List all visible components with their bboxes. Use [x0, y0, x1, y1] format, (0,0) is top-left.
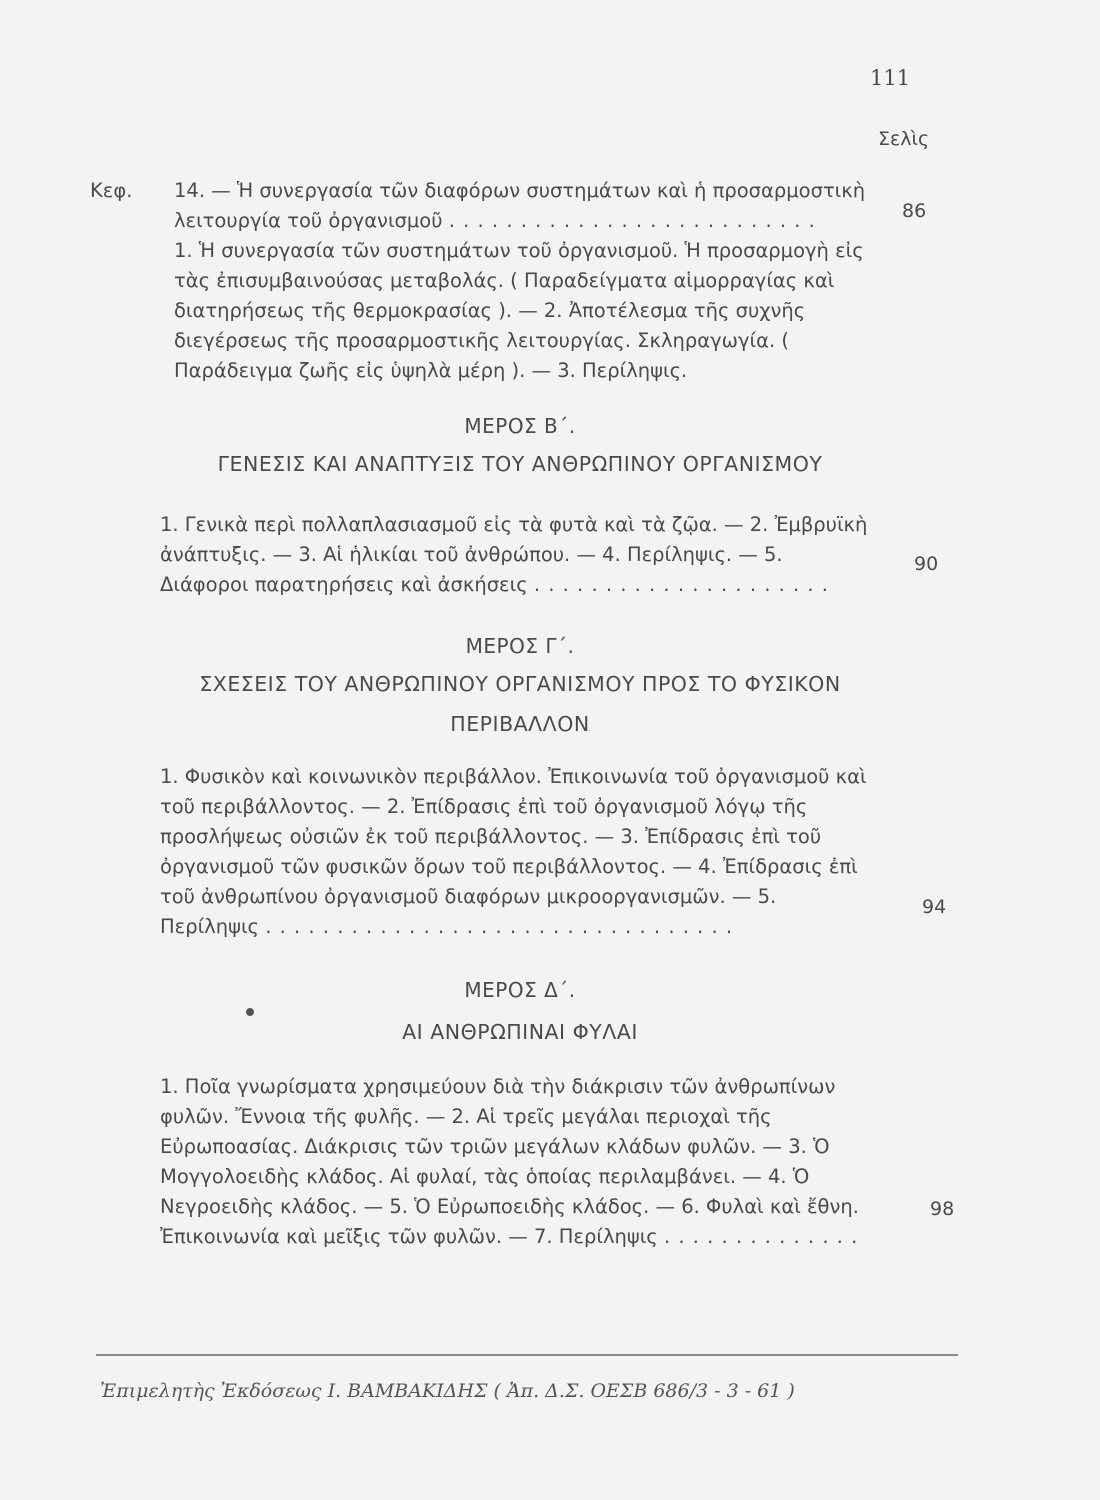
leader-dots: . . . . . . . . . . . . . . . . . . . . . . . . . .: [448, 209, 816, 232]
part-d-page: 98: [930, 1198, 955, 1220]
page-number: 111: [870, 66, 911, 90]
chapter-label: Κεφ.: [90, 179, 133, 202]
part-d-body: [160, 1072, 876, 1252]
part-d-body-text: 1. Ποῖα γνωρίσματα χρησιμεύουν διὰ τὴν διάκρισιν τῶν ἀνθρωπίνων φυλῶν. Ἔννοια τῆς φυλῆς. — 2. Αἱ τρεῖς μεγάλαι περιοχαὶ τῆς Εὐρωποασίας. Διάκρισις τῶν τριῶν μεγάλων κλάδων φυλῶν. — 3. Ὁ Μογγολοειδὴς κλάδος. Αἱ φυλαί, τὰς ὁποίας περιλαμβάνει. — 4. Ὁ Νεγροειδὴς κλάδος. — 5. Ὁ Εὐρωποειδὴς κλάδος. — 6. Φυλαὶ καὶ ἔθνη. Ἐπικοινωνία καὶ μεῖξις τῶν φυλῶν. — 7. Περίληψις: [160, 1075, 859, 1248]
part-c-heading: ΜΕΡΟΣ Γ΄.: [465, 634, 575, 658]
part-b-heading: ΜΕΡΟΣ Β΄.: [464, 414, 576, 438]
footer-rule: [96, 1354, 958, 1356]
part-d-title: ΑΙ ΑΝΘΡΩΠΙΝΑΙ ΦΥΛΑΙ: [402, 1020, 638, 1044]
pages-column-header: Σελὶς: [878, 128, 930, 150]
chapter-14-title: [174, 176, 880, 236]
leader-dots: . . . . . . . . . . . . . .: [663, 1225, 859, 1248]
chapter-14-body: 1. Ἡ συνεργασία τῶν συστημάτων τοῦ ὀργανισμοῦ. Ἡ προσαρμογὴ εἰς τὰς ἐπισυμβαινούσας μεταβολάς. ( Παραδείγματα αἱμορραγίας καὶ διατηρήσεως τῆς θερμοκρασίας ). — 2. Ἀποτέλεσμα τῆς συχνῆς διεγέρσεως τῆς προσαρμοστικῆς λειτουργίας. Σκληραγωγία. ( Παράδειγμα ζωῆς εἰς ὑψηλὰ μέρη ). — 3. Περίληψις.: [174, 239, 864, 382]
part-c-page: 94: [922, 896, 947, 918]
footer-imprint: Ἐπιμελητὴς Ἐκδόσεως Ι. ΒΑΜΒΑΚΙΔΗΣ ( Ἀπ. Δ.Σ. ΟΕΣΒ 686/3 - 3 - 61 ): [100, 1380, 795, 1402]
part-b-body: [160, 510, 876, 600]
part-b-body-text: 1. Γενικὰ περὶ πολλαπλασιασμοῦ εἰς τὰ φυτὰ καὶ τὰ ζῷα. — 2. Ἐμβρυϊκὴ ἀνάπτυξις. — 3. Αἱ ἡλικίαι τοῦ ἀνθρώπου. — 4. Περίληψις. — 5. Διάφοροι παρατηρήσεις καὶ ἀσκήσεις: [160, 513, 868, 596]
chapter-14-page: 86: [902, 200, 927, 222]
leader-dots: . . . . . . . . . . . . . . . . . . . . . . . . . . . . . . . . .: [265, 915, 734, 938]
leader-dots: . . . . . . . . . . . . . . . . . . . . .: [533, 573, 829, 596]
chapter-14-title-text: 14. — Ἡ συνεργασία τῶν διαφόρων συστημάτων καὶ ἡ προσαρμοστικὴ λειτουργία τοῦ ὀργανισμοῦ: [174, 179, 866, 232]
part-c-body: [160, 762, 876, 942]
part-d-heading: ΜΕΡΟΣ Δ΄.: [464, 978, 576, 1002]
chapter-14-entry: [90, 176, 880, 386]
part-c-title-line2: ΠΕΡΙΒΑΛΛΟΝ: [450, 712, 590, 736]
part-c-title-line1: ΣΧΕΣΕΙΣ ΤΟΥ ΑΝΘΡΩΠΙΝΟΥ ΟΡΓΑΝΙΣΜΟΥ ΠΡΟΣ ΤΟ ΦΥΣΙΚΟΝ: [199, 672, 841, 696]
part-c-body-text: 1. Φυσικὸν καὶ κοινωνικὸν περιβάλλον. Ἐπικοινωνία τοῦ ὀργανισμοῦ καὶ τοῦ περιβάλλοντος. — 2. Ἐπίδρασις ἐπὶ τοῦ ὀργανισμοῦ λόγῳ τῆς προσλήψεως οὐσιῶν ἐκ τοῦ περιβάλλοντος. — 3. Ἐπίδρασις ἐπὶ τοῦ ὀργανισμοῦ τῶν φυσικῶν ὅρων τοῦ περιβάλλοντος. — 4. Ἐπίδρασις ἐπὶ τοῦ ἀνθρωπίνου ὀργανισμοῦ διαφόρων μικροοργανισμῶν. — 5. Περίληψις: [160, 765, 867, 938]
part-b-title: ΓΕΝΕΣΙΣ ΚΑΙ ΑΝΑΠΤΥΞΙΣ ΤΟΥ ΑΝΘΡΩΠΙΝΟΥ ΟΡΓΑΝΙΣΜΟΥ: [217, 452, 823, 476]
part-b-page: 90: [914, 553, 939, 575]
